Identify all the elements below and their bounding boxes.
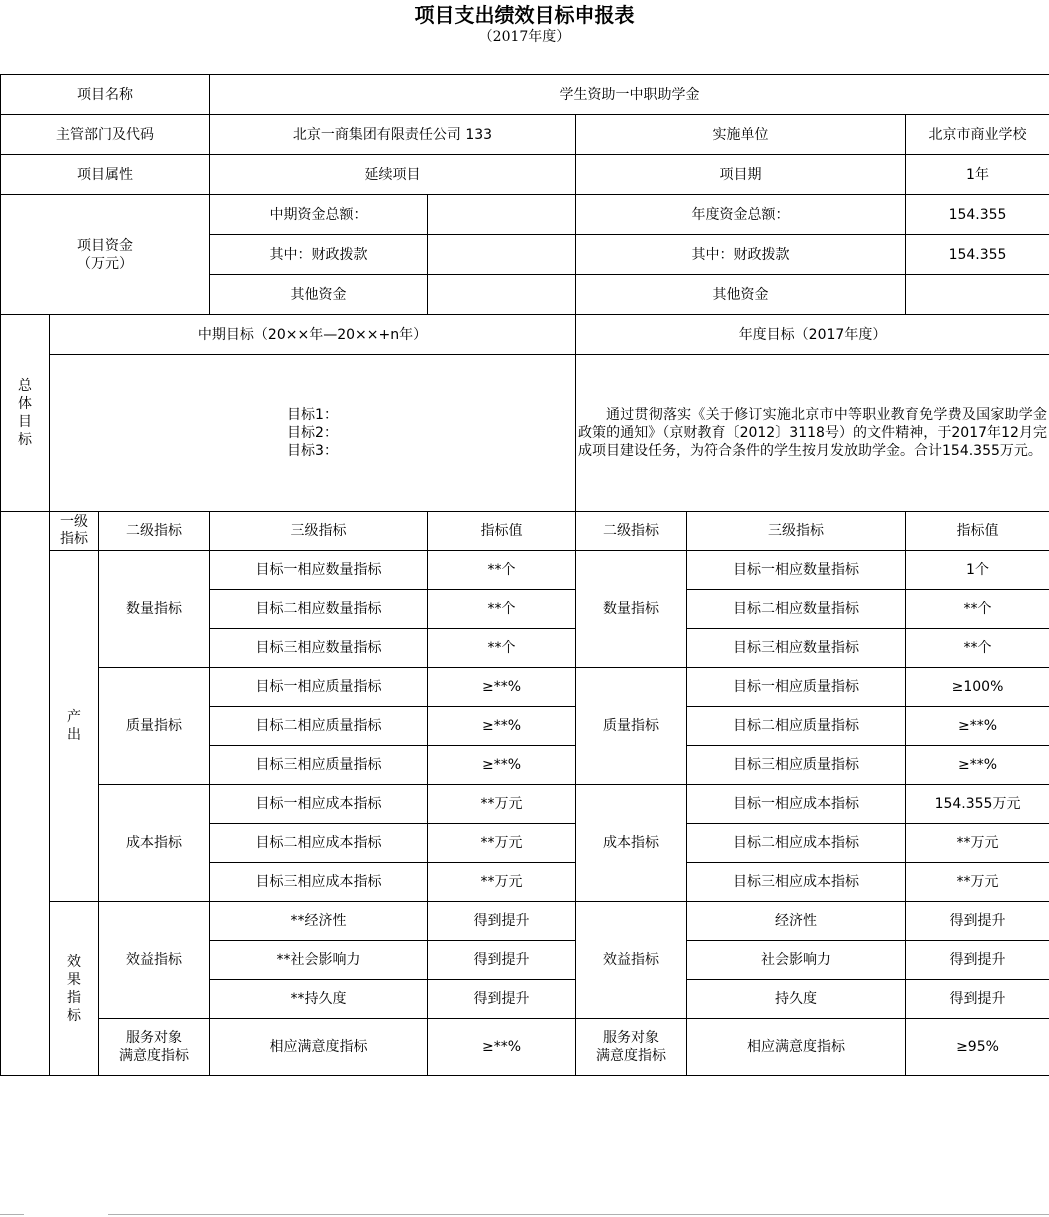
qty-value-left-1: **个 <box>428 551 576 590</box>
footer-rule-left <box>0 1214 24 1215</box>
cost-value-right-3: **万元 <box>906 863 1049 902</box>
cost-name-left-3: 目标三相应成本指标 <box>210 863 428 902</box>
cost-value-left-3: **万元 <box>428 863 576 902</box>
benefit-label-right: 效益指标 <box>576 902 687 1019</box>
cost-name-right-1: 目标一相应成本指标 <box>687 785 906 824</box>
table-row <box>1 785 1049 824</box>
qty-name-right-3: 目标三相应数量指标 <box>687 629 906 668</box>
quality-name-right-2: 目标二相应质量指标 <box>687 707 906 746</box>
page-title: 项目支出绩效目标申报表 <box>414 3 635 27</box>
qty-name-left-3: 目标三相应数量指标 <box>210 629 428 668</box>
row-attributes <box>1 155 1049 195</box>
cost-name-right-3: 目标三相应成本指标 <box>687 863 906 902</box>
table-row <box>1 902 1049 941</box>
project-period-value: 1年 <box>906 155 1049 195</box>
level2-header-left: 二级指标 <box>99 512 210 551</box>
row-funds-total <box>1 195 1049 235</box>
table-row <box>1 551 1049 590</box>
effect-label: 效 果 指 标 <box>50 902 99 1076</box>
overall-goal-side-label: 总 体 目 标 <box>1 315 50 512</box>
benefit-value-left-1: 得到提升 <box>428 902 576 941</box>
implementing-unit-value: 北京市商业学校 <box>906 115 1049 155</box>
quality-name-left-1: 目标一相应质量指标 <box>210 668 428 707</box>
quality-label-right: 质量指标 <box>576 668 687 785</box>
benefit-name-right-1: 经济性 <box>687 902 906 941</box>
benefit-name-left-2: **社会影响力 <box>210 941 428 980</box>
annual-other-label: 其他资金 <box>576 275 906 315</box>
level1-header: 一级 指标 <box>50 512 99 551</box>
cost-label-left: 成本指标 <box>99 785 210 902</box>
project-name-label: 项目名称 <box>1 75 210 115</box>
implementing-unit-label: 实施单位 <box>576 115 906 155</box>
benefit-name-right-3: 持久度 <box>687 980 906 1019</box>
cost-value-left-2: **万元 <box>428 824 576 863</box>
mid-total-value <box>428 195 576 235</box>
qty-label-left: 数量指标 <box>99 551 210 668</box>
cost-value-right-2: **万元 <box>906 824 1049 863</box>
value-header-left: 指标值 <box>428 512 576 551</box>
project-period-label: 项目期 <box>576 155 906 195</box>
qty-label-right: 数量指标 <box>576 551 687 668</box>
qty-value-right-3: **个 <box>906 629 1049 668</box>
quality-value-left-1: ≥**% <box>428 668 576 707</box>
department-value: 北京一商集团有限责任公司 133 <box>210 115 576 155</box>
qty-name-left-2: 目标二相应数量指标 <box>210 590 428 629</box>
row-indicator-headers <box>1 512 1049 551</box>
quality-label-left: 质量指标 <box>99 668 210 785</box>
quality-value-left-3: ≥**% <box>428 746 576 785</box>
level2-header-right: 二级指标 <box>576 512 687 551</box>
annual-fiscal-label: 其中：财政拨款 <box>576 235 906 275</box>
quality-name-right-3: 目标三相应质量指标 <box>687 746 906 785</box>
annual-goal-text: 通过贯彻落实《关于修订实施北京市中等职业教育免学费及国家助学金政策的通知》（京财教育〔2012〕3118号）的文件精神，于2017年12月完成项目建设任务，为符合条件的学生按月发放助学金。合计154.355万元。 <box>578 407 1048 459</box>
project-attribute-label: 项目属性 <box>1 155 210 195</box>
table-row <box>1 1019 1049 1076</box>
qty-value-right-2: **个 <box>906 590 1049 629</box>
quality-value-right-3: ≥**% <box>906 746 1049 785</box>
qty-name-right-2: 目标二相应数量指标 <box>687 590 906 629</box>
level3-header-left: 三级指标 <box>210 512 428 551</box>
qty-value-left-3: **个 <box>428 629 576 668</box>
benefit-name-right-2: 社会影响力 <box>687 941 906 980</box>
cost-name-left-2: 目标二相应成本指标 <box>210 824 428 863</box>
quality-name-left-3: 目标三相应质量指标 <box>210 746 428 785</box>
annual-fiscal-value: 154.355 <box>906 235 1049 275</box>
quality-name-right-1: 目标一相应质量指标 <box>687 668 906 707</box>
cost-name-left-1: 目标一相应成本指标 <box>210 785 428 824</box>
project-funds-label <box>1 195 210 315</box>
quality-value-right-1: ≥100% <box>906 668 1049 707</box>
quality-value-left-2: ≥**% <box>428 707 576 746</box>
satisfaction-label-right: 服务对象 满意度指标 <box>576 1019 687 1076</box>
row-goal-text <box>1 355 1049 512</box>
mid-term-goal-header: 中期目标（20××年—20××+n年） <box>50 315 576 355</box>
mid-other-value <box>428 275 576 315</box>
satisfaction-name-right: 相应满意度指标 <box>687 1019 906 1076</box>
cost-name-right-2: 目标二相应成本指标 <box>687 824 906 863</box>
satisfaction-value-left: ≥**% <box>428 1019 576 1076</box>
qty-name-right-1: 目标一相应数量指标 <box>687 551 906 590</box>
benefit-value-right-3: 得到提升 <box>906 980 1049 1019</box>
output-label: 产 出 <box>50 551 99 902</box>
level3-header-right: 三级指标 <box>687 512 906 551</box>
annual-goal-header: 年度目标（2017年度） <box>576 315 1049 355</box>
benefit-value-left-2: 得到提升 <box>428 941 576 980</box>
value-header-right: 指标值 <box>906 512 1049 551</box>
cost-label-right: 成本指标 <box>576 785 687 902</box>
qty-name-left-1: 目标一相应数量指标 <box>210 551 428 590</box>
mid-fiscal-label: 其中：财政拨款 <box>210 235 428 275</box>
project-name-value: 学生资助一中职助学金 <box>210 75 1049 115</box>
page-subtitle: （2017年度） <box>478 29 571 45</box>
project-funds-label-line1: 项目资金 <box>77 237 133 254</box>
benefit-name-left-1: **经济性 <box>210 902 428 941</box>
benefit-name-left-3: **持久度 <box>210 980 428 1019</box>
annual-other-value <box>906 275 1049 315</box>
row-goal-headers <box>1 315 1049 355</box>
cost-value-left-1: **万元 <box>428 785 576 824</box>
benefit-value-right-2: 得到提升 <box>906 941 1049 980</box>
mid-fiscal-value <box>428 235 576 275</box>
satisfaction-value-right: ≥95% <box>906 1019 1049 1076</box>
satisfaction-name-left: 相应满意度指标 <box>210 1019 428 1076</box>
project-attribute-value: 延续项目 <box>210 155 576 195</box>
mid-total-label: 中期资金总额： <box>210 195 428 235</box>
benefit-label-left: 效益指标 <box>99 902 210 1019</box>
mid-term-goal-text: 目标1： 目标2： 目标3： <box>50 355 576 512</box>
quality-name-left-2: 目标二相应质量指标 <box>210 707 428 746</box>
benefit-value-right-1: 得到提升 <box>906 902 1049 941</box>
performance-goal-table <box>0 74 1049 1076</box>
quality-value-right-2: ≥**% <box>906 707 1049 746</box>
project-funds-label-line2: （万元） <box>77 255 133 272</box>
row-department <box>1 115 1049 155</box>
row-project-name <box>1 75 1049 115</box>
table-row <box>1 668 1049 707</box>
indicator-side-blank <box>1 512 50 1076</box>
qty-value-right-1: 1个 <box>906 551 1049 590</box>
annual-goal-cell <box>576 355 1049 512</box>
mid-other-label: 其他资金 <box>210 275 428 315</box>
department-label: 主管部门及代码 <box>1 115 210 155</box>
benefit-value-left-3: 得到提升 <box>428 980 576 1019</box>
annual-total-value: 154.355 <box>906 195 1049 235</box>
annual-total-label: 年度资金总额： <box>576 195 906 235</box>
qty-value-left-2: **个 <box>428 590 576 629</box>
satisfaction-label-left: 服务对象 满意度指标 <box>99 1019 210 1076</box>
cost-value-right-1: 154.355万元 <box>906 785 1049 824</box>
footer-rule-right <box>108 1214 1049 1215</box>
